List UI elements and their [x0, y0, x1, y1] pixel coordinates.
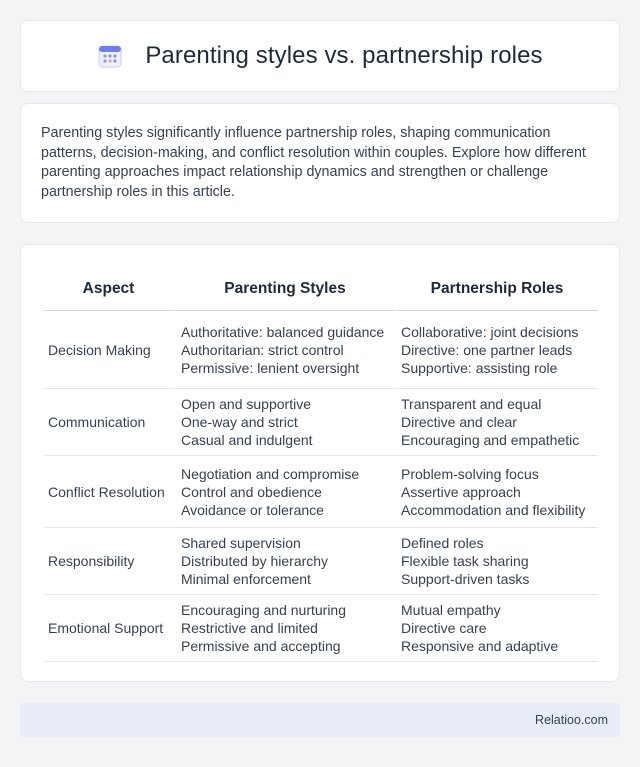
header-partnership-roles: Partnership Roles: [396, 267, 598, 311]
styles-line: Authoritarian: strict control: [181, 341, 344, 358]
roles-cell: [396, 311, 598, 389]
styles-line: Minimal enforcement: [181, 571, 311, 587]
aspect-cell: Communication: [43, 389, 176, 456]
table-row: [43, 528, 598, 595]
roles-cell: [396, 389, 598, 456]
table-row: [43, 595, 598, 662]
styles-cell: [176, 528, 396, 595]
styles-line: Casual and indulgent: [181, 432, 313, 448]
styles-line: Encouraging and nurturing: [181, 602, 347, 618]
styles-line: Open and supportive: [181, 396, 311, 412]
styles-line: Avoidance or tolerance: [181, 501, 324, 518]
styles-line: Distributed by hierarchy: [181, 553, 329, 569]
comparison-table-card: [20, 244, 620, 682]
roles-line: Support-driven tasks: [401, 571, 530, 587]
styles-line: Shared supervision: [181, 535, 301, 551]
header-card: [20, 20, 620, 92]
aspect-cell: Conflict Resolution: [43, 456, 176, 528]
table-row: [43, 389, 598, 456]
table-row: [43, 311, 598, 389]
styles-cell: [176, 311, 396, 389]
styles-line: Authoritative: balanced guidance: [181, 323, 385, 340]
table-row: [43, 456, 598, 528]
table-header-row: [43, 267, 598, 311]
roles-line: Responsive and adaptive: [401, 638, 559, 654]
header-aspect: Aspect: [43, 267, 176, 311]
aspect-cell: Decision Making: [43, 311, 176, 389]
footer-bar: [20, 703, 620, 737]
roles-line: Mutual empathy: [401, 602, 501, 618]
title-wrap: [97, 42, 542, 70]
intro-paragraph: Parenting styles significantly influence partnership roles, shaping communication patterns, decision-making, and conflict resolution within couples. Explore how different parenting approaches impact relationship dynamics and strengthen or challenge partnership roles in this article.: [41, 125, 586, 200]
styles-line: Permissive: lenient oversight: [181, 359, 360, 376]
roles-line: Defined roles: [401, 535, 484, 551]
intro-card: [20, 103, 620, 223]
calendar-grid-icon: [97, 43, 123, 69]
roles-cell: [396, 595, 598, 662]
styles-line: One-way and strict: [181, 414, 298, 430]
roles-line: Assertive approach: [401, 483, 521, 500]
roles-cell: [396, 456, 598, 528]
roles-line: Directive and clear: [401, 414, 517, 430]
styles-line: Restrictive and limited: [181, 620, 318, 636]
aspect-cell: Responsibility: [43, 528, 176, 595]
roles-line: Problem-solving focus: [401, 465, 539, 482]
styles-cell: [176, 595, 396, 662]
roles-line: Directive: one partner leads: [401, 341, 573, 358]
aspect-cell: Emotional Support: [43, 595, 176, 662]
styles-cell: [176, 389, 396, 456]
roles-line: Accommodation and flexibility: [401, 501, 586, 518]
roles-line: Directive care: [401, 620, 487, 636]
page-title: Parenting styles vs. partnership roles: [145, 42, 543, 69]
styles-line: Control and obedience: [181, 483, 322, 500]
comparison-table: [43, 267, 598, 662]
roles-line: Flexible task sharing: [401, 553, 529, 569]
roles-line: Collaborative: joint decisions: [401, 323, 579, 340]
styles-cell: [176, 456, 396, 528]
roles-line: Supportive: assisting role: [401, 359, 558, 376]
styles-line: Negotiation and compromise: [181, 465, 360, 482]
roles-line: Encouraging and empathetic: [401, 432, 580, 448]
roles-line: Transparent and equal: [401, 396, 542, 412]
styles-line: Permissive and accepting: [181, 638, 341, 654]
footer-brand-link[interactable]: Relatioo.com: [535, 713, 608, 727]
roles-cell: [396, 528, 598, 595]
header-parenting-styles: Parenting Styles: [176, 267, 396, 311]
